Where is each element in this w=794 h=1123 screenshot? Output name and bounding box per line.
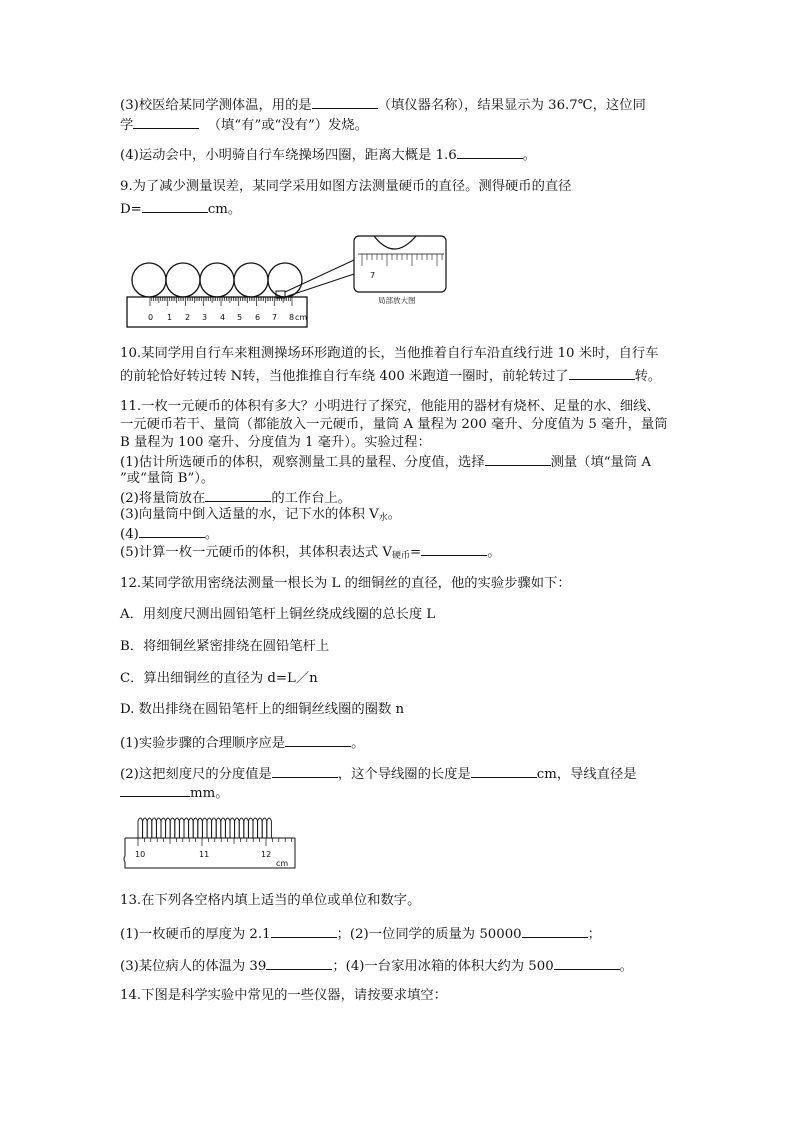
unit-label: cm: [295, 313, 308, 322]
q9-answer-line: D= cm。: [120, 202, 242, 217]
answer-blank[interactable]: [205, 489, 271, 502]
inset-tick-label: 7: [370, 271, 376, 280]
coil-loop: [198, 818, 203, 838]
answer-blank[interactable]: [522, 925, 588, 938]
q14-stem: 14.下图是科学实验中常见的一些仪器，请按要求填空：: [120, 988, 447, 1003]
tick-label: 1: [167, 313, 173, 322]
answer-blank[interactable]: [569, 367, 635, 380]
coil-loop: [170, 818, 175, 838]
tick-label: 8: [289, 313, 295, 322]
coin: [234, 263, 268, 297]
coil-loop: [152, 818, 157, 838]
answer-blank[interactable]: [471, 765, 537, 778]
tick-label: 7: [272, 313, 278, 322]
q10-stem-cont: 的前轮恰好转过转 N转，当他推推自行车绕 400 米跑道一圈时，前轮转过了 转。: [120, 369, 662, 384]
q8-line3: (3)校医给某同学测体温，用的是 （填仪器名称），结果显示为 36.7℃，这位同: [120, 98, 646, 113]
answer-blank[interactable]: [142, 200, 208, 213]
coil-loop: [239, 818, 244, 838]
answer-blank[interactable]: [457, 146, 523, 159]
answer-blank[interactable]: [485, 453, 551, 466]
tick-label: 12: [261, 850, 272, 859]
answer-blank[interactable]: [554, 957, 620, 970]
answer-blank[interactable]: [312, 96, 378, 109]
coins-ruler-figure: [122, 232, 452, 337]
coil-loop: [235, 818, 240, 838]
coil-loop: [184, 818, 189, 838]
coil-loop: [161, 818, 166, 838]
tick-label: 3: [202, 313, 208, 322]
coil-loop: [179, 818, 184, 838]
coil-loop: [267, 818, 272, 838]
answer-blank[interactable]: [421, 543, 487, 556]
zoom-inset: [354, 236, 446, 292]
tick-label: 5: [237, 313, 243, 322]
coil-loop: [216, 818, 221, 838]
answer-blank[interactable]: [285, 734, 351, 747]
q12-sub1: (1)实验步骤的合理顺序应是 。: [120, 736, 365, 751]
q13-line1: (1)一枚硬币的厚度为 2.1 ；(2)一位同学的质量为 50000 ；: [120, 927, 601, 942]
coil-loop: [138, 818, 143, 838]
q11-step3: (3)向量筒中倒入适量的水，记下水的体积 $V_水$。: [120, 507, 402, 523]
wire-coil: [138, 818, 271, 838]
coil-loop: [143, 818, 148, 838]
coil-loop: [189, 818, 194, 838]
coil-loop: [248, 818, 253, 838]
ruler-body: [127, 297, 307, 327]
q11-step1-cont: ”或“量筒 B”）。: [120, 471, 215, 486]
tick-label: 4: [220, 313, 226, 322]
coil-loop: [175, 818, 180, 838]
q12-option-c: C．算出细铜丝的直径为 d=L／n: [120, 671, 318, 686]
q11-step2: (2)将量筒放在 的工作台上。: [120, 491, 352, 506]
q12-stem: 12.某同学欲用密绕法测量一根长为 L 的细铜丝的直径，他的实验步骤如下：: [120, 576, 571, 591]
coil-loop: [207, 818, 212, 838]
q11-step1: (1)估计所选硬币的体积，观察测量工具的量程、分度值，选择 测量（填“量筒 A: [120, 455, 651, 470]
q13-stem: 13.在下列各空格内填上适当的单位或单位和数字。: [120, 893, 421, 908]
coil-loop: [262, 818, 267, 838]
coil-loop: [230, 818, 235, 838]
leader-line: [285, 260, 354, 292]
coil-loop: [166, 818, 171, 838]
q13-line2: (3)某位病人的体温为 39 ；(4)一台家用冰箱的体积大约为 500 。: [120, 959, 633, 974]
coil-loop: [212, 818, 217, 838]
tick-label: 10: [135, 850, 146, 859]
ruler-labels: [148, 313, 307, 322]
q12-option-a: A．用刻度尺测出圆铅笔杆上铜丝绕成线圈的总长度 L: [120, 607, 436, 622]
coil-loop: [258, 818, 263, 838]
coil-loop: [244, 818, 249, 838]
q10-stem: 10.某同学用自行车来粗测操场环形跑道的长，当他推着自行车沿直线行进 10 米时，自行车: [120, 346, 659, 361]
tick-label: 0: [148, 313, 154, 322]
coil-loop: [147, 818, 152, 838]
q8-line3-cont: 学 （填“有”或“没有”）发烧。: [120, 118, 368, 133]
q11-step5: (5)计算一枚一元硬币的体积，其体积表达式 $V_{硬币}=$ 。: [120, 545, 501, 561]
answer-blank[interactable]: [133, 116, 199, 129]
q12-option-b: B．将细铜丝紧密排绕在圆铅笔杆上: [120, 639, 330, 654]
answer-blank[interactable]: [120, 784, 190, 797]
wire-coil-ruler-figure: [120, 812, 300, 872]
q11-stem-2: 一元硬币若干、量筒（都能放入一元硬币，量筒 A 量程为 200 毫升、分度值为 5 毫升，量筒: [120, 417, 668, 432]
q12-sub2-cont: mm。: [120, 784, 229, 802]
coil-loop: [225, 818, 230, 838]
q9-stem: 9.为了减少测量误差，某同学采用如图方法测量硬币的直径。测得硬币的直径: [120, 179, 572, 194]
unit-label: cm: [276, 859, 289, 868]
answer-blank[interactable]: [266, 957, 332, 970]
inset-caption: 局部放大图: [378, 296, 416, 305]
coin: [166, 263, 200, 297]
coil-loop: [221, 818, 226, 838]
leader-line: [285, 274, 354, 297]
answer-blank[interactable]: [139, 525, 205, 538]
tick-label: 6: [255, 313, 261, 322]
q12-option-d: D. 数出排绕在圆铅笔杆上的细铜丝线圈的圈数 n: [120, 702, 405, 717]
q8-line4: (4)运动会中，小明骑自行车绕操场四圈，距离大概是 1.6 。: [120, 148, 537, 163]
tick-label: 11: [199, 850, 210, 859]
coil-loop: [193, 818, 198, 838]
coil-loop: [253, 818, 258, 838]
coin: [132, 263, 166, 297]
q12-sub2: (2)这把刻度尺的分度值是 ，这个导线圈的长度是 cm，导线直径是: [120, 767, 637, 782]
coil-loop: [202, 818, 207, 838]
coil-loop: [156, 818, 161, 838]
q11-stem-3: B 量程为 100 毫升、分度值为 1 毫升）。实验过程：: [120, 435, 431, 450]
tick-label: 2: [185, 313, 191, 322]
q11-stem: 11.一枚一元硬币的体积有多大？小明进行了探究，他能用的器材有烧杯、足量的水、细线、: [120, 399, 660, 414]
answer-blank[interactable]: [272, 765, 338, 778]
coin: [200, 263, 234, 297]
q11-step4: (4) 。: [120, 527, 219, 542]
answer-blank[interactable]: [271, 925, 337, 938]
